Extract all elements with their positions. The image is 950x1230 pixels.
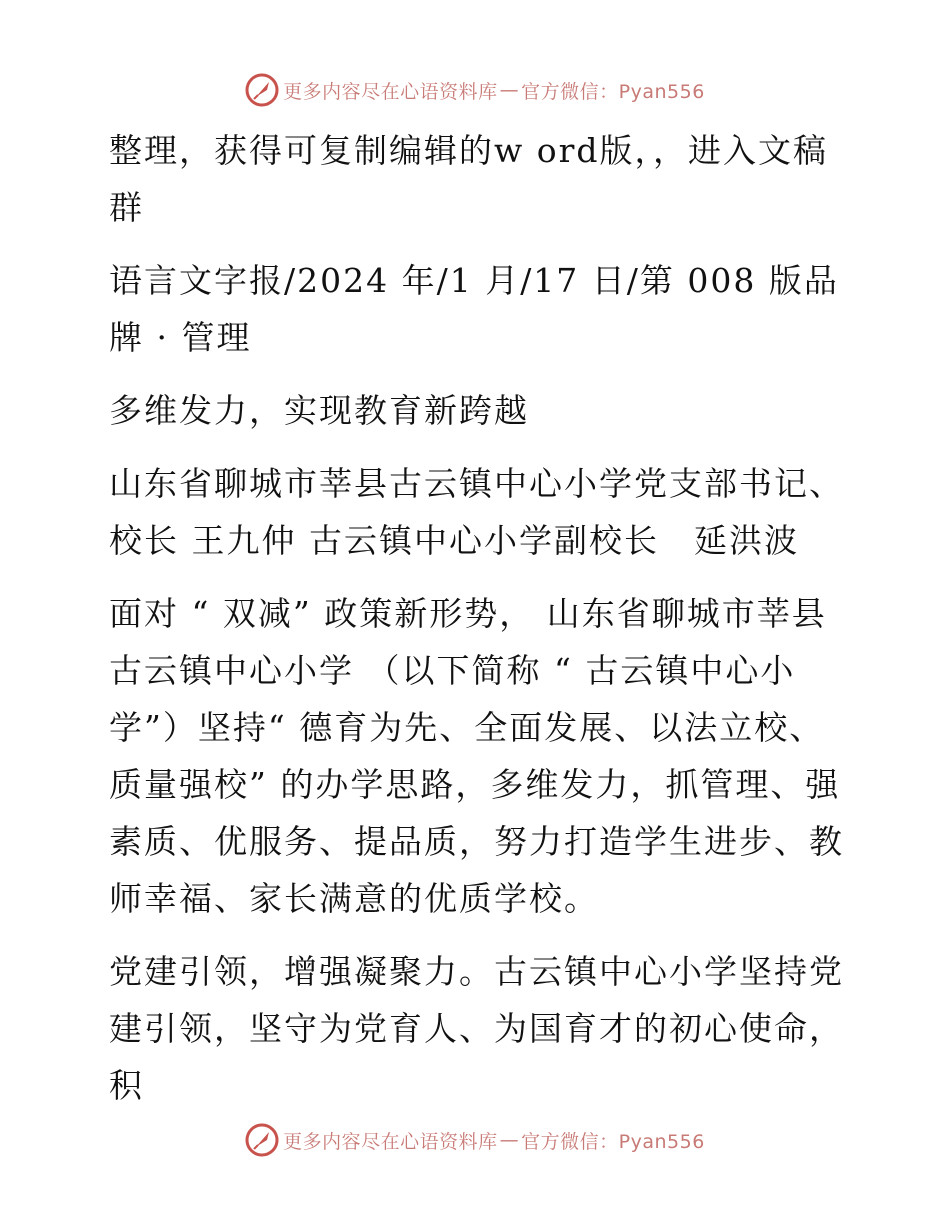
watermark-text: 更多内容尽在心语资料库 [283,1130,498,1153]
document-body [97,122,857,1130]
watermark-text: 更多内容尽在心语资料库 [283,80,498,103]
header-watermark [0,70,950,110]
footer-watermark [0,1120,950,1160]
paragraph-body-2: 党建引领，增强凝聚力。古云镇中心小学坚持党建引领，坚守为党育人、为国育才的初心使命，积 [109,952,844,1105]
watermark-separator: — [499,1129,520,1151]
watermark-separator: — [499,79,520,101]
article-title: 多维发力，实现教育新跨越 [109,391,529,430]
quill-logo-icon [245,1123,279,1157]
article-authors: 山东省聊城市莘县古云镇中心小学党支部书记、校长 王九仲 古云镇中心小学副校长 延洪波 [109,464,844,560]
watermark-contact: 官方微信：Pyan556 [521,1130,705,1153]
paragraph-source: 语言文字报/2024 年/1 月/17 日/第 008 版品牌 · 管理 [109,261,839,357]
paragraph-intro: 整理，获得可复制编辑的w ord版，，进入文稿群 [109,131,829,227]
quill-logo-icon [245,73,279,107]
watermark-contact: 官方微信：Pyan556 [521,80,705,103]
paragraph-body-1: 面对 “ 双减” 政策新形势， 山东省聊城市莘县古云镇中心小学 （以下简称 “ 古云镇中心小学”）坚持“ 德育为先、全面发展、以法立校、质量强校” 的办学思路，多维发力，抓管理、强素质、优服务、提品质，努力打造学生进步、教师幸福、家长满意的优质学校。 [109,594,844,918]
